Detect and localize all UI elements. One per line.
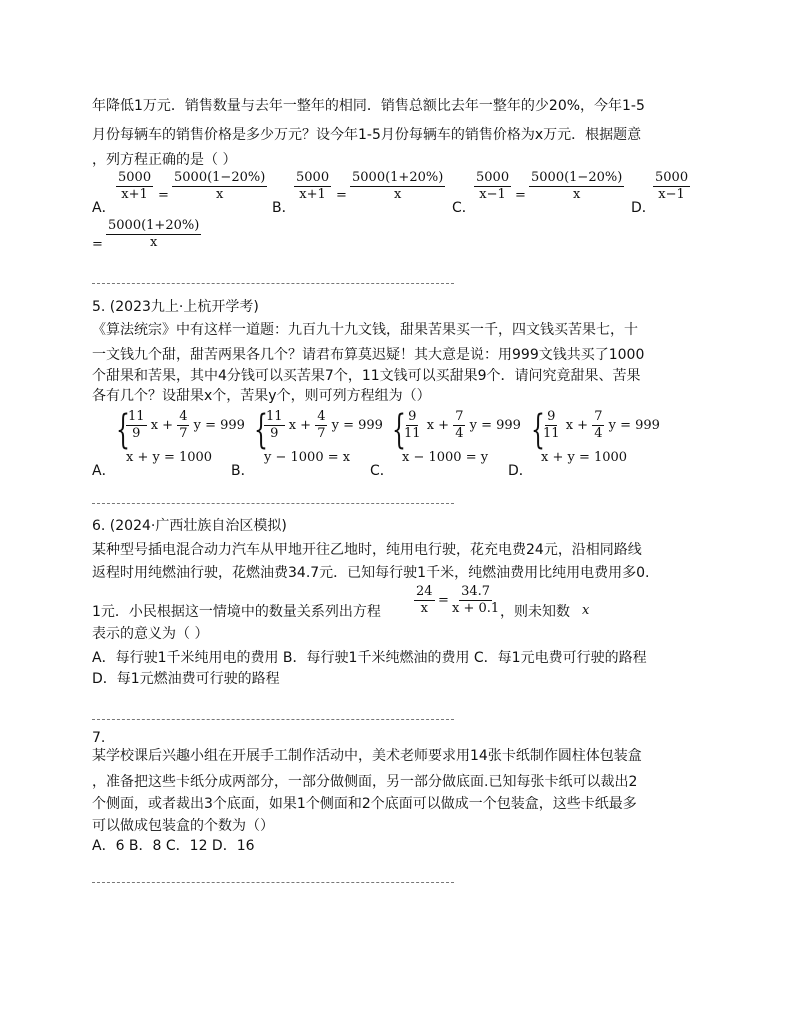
q5-option-a-label: A．	[92, 463, 116, 479]
q5-option-a-eq1: $\frac{11}{9}$ x + $\frac{4}{7}$ y = 999	[128, 409, 245, 441]
q6-options-line-1: A．每行驶1千米纯用电的费用 B．每行驶1千米纯燃油的费用 C．每1元电费可行驶的路程	[92, 650, 647, 666]
q4-option-b-label: B．	[272, 200, 296, 216]
q6-line-1: 某种型号插电混合动力汽车从甲地开往乙地时，纯用电行驶，花充电费24元，沿相同路线	[92, 542, 642, 558]
q6-equation-lhs: $\frac{24}{x}$	[416, 584, 433, 616]
q4-option-b-rhs: $\frac{5000(1+20\%)}{x}$	[352, 170, 444, 202]
q6-equation-rhs: $\frac{34.7}{x + 0.1}$	[452, 584, 500, 616]
q7-line-1: 某学校课后兴趣小组在开展手工制作活动中，美术老师要求用14张卡纸制作圆柱体包装盒	[92, 748, 642, 764]
q6-header: 6. (2024·广西壮族自治区模拟)	[92, 518, 287, 534]
q6-line-2: 返程时用纯燃油行驶，花燃油费34.7元．已知每行驶1千米，纯燃油费用比纯用电费用多0.	[92, 565, 650, 581]
q7-header: 7.	[92, 730, 106, 746]
q5-option-d-label: D．	[508, 463, 533, 479]
q6-equation-eq: =	[438, 593, 449, 608]
q5-option-b-eq2: y − 1000 = x	[264, 450, 351, 465]
q5-line-4: 各有几个？设甜果x个，苦果y个，则可列方程组为（）	[92, 388, 431, 404]
q4-option-a-eq: =	[158, 188, 169, 203]
q6-line-3b: ，则未知数	[500, 604, 570, 620]
q5-option-d-eq1: $\frac{9}{11}$ x + $\frac{7}{4}$ y = 999	[543, 409, 660, 441]
q7-line-4: 可以做成包装盒的个数为（）	[92, 818, 274, 834]
q5-line-3: 个甜果和苦果，其中4分钱可以买苦果7个，11文钱可以买甜果9个．请问究竟甜果、苦果	[92, 368, 641, 384]
q4-option-b-lhs: $\frac{5000}{x+1}$	[296, 170, 330, 202]
q5-option-b-eq1: $\frac{11}{9}$ x + $\frac{4}{7}$ y = 999	[266, 409, 383, 441]
separator	[92, 719, 454, 720]
q6-line-4: 表示的意义为（ ）	[92, 626, 209, 642]
q4-line-3: ，列方程正确的是（ ）	[92, 152, 237, 168]
q4-option-d-label: D．	[631, 200, 656, 216]
q5-option-c-label: C．	[370, 463, 394, 479]
q5-option-a-eq2: x + y = 1000	[126, 450, 213, 465]
q5-option-d-brace: {	[531, 407, 545, 453]
q5-option-a-brace: {	[116, 407, 130, 453]
q5-option-c-brace: {	[392, 407, 406, 453]
q4-option-c-eq: =	[515, 188, 526, 203]
q6-line-3a: 1元．小民根据这一情境中的数量关系列出方程	[92, 604, 381, 620]
q7-line-2: ，准备把这些卡纸分成两部分，一部分做侧面，另一部分做底面.已知每张卡纸可以裁出2	[92, 774, 638, 790]
separator	[92, 882, 454, 883]
q4-option-a-label: A．	[92, 200, 116, 216]
q4-line-2: 月份每辆车的销售价格是多少万元？设今年1-5月份每辆车的销售价格为x万元．根据题意	[92, 127, 642, 143]
q5-option-c-eq1: $\frac{9}{11}$ x + $\frac{7}{4}$ y = 999	[404, 409, 521, 441]
q4-option-d-rhs: $\frac{5000(1+20\%)}{x}$	[108, 218, 200, 250]
q6-options-line-2: D．每1元燃油费可行驶的路程	[92, 671, 280, 687]
q5-line-2: 一文钱九个甜，甜苦两果各几个？请君布算莫迟疑！其大意是说：用999文钱共买了1000	[92, 347, 645, 363]
q4-option-a-rhs: $\frac{5000(1-20\%)}{x}$	[174, 170, 266, 202]
q4-option-a-lhs: $\frac{5000}{x+1}$	[118, 170, 152, 202]
q7-line-3: 个侧面，或者裁出3个底面，如果1个侧面和2个底面可以做成一个包装盒，这些卡纸最多	[92, 796, 637, 812]
separator	[92, 283, 454, 284]
q4-option-d-lhs: $\frac{5000}{x-1}$	[655, 170, 689, 202]
q4-option-b-eq: =	[336, 188, 347, 203]
q5-line-1: 《算法统宗》中有这样一道题：九百九十九文钱，甜果苦果买一千，四文钱买苦果七，十	[92, 322, 638, 338]
q4-option-d-eq: =	[92, 237, 103, 252]
q5-option-b-brace: {	[254, 407, 268, 453]
q5-header: 5. (2023九上·上杭开学考)	[92, 299, 259, 315]
q4-option-c-rhs: $\frac{5000(1-20\%)}{x}$	[531, 170, 623, 202]
q6-variable: x	[582, 603, 590, 618]
q7-options: A．6 B．8 C．12 D．16	[92, 838, 255, 854]
q5-option-d-eq2: x + y = 1000	[541, 450, 628, 465]
q5-option-c-eq2: x − 1000 = y	[402, 450, 489, 465]
q4-line-1: 年降低1万元．销售数量与去年一整年的相同．销售总额比去年一整年的少20%，今年1-5	[92, 98, 645, 114]
q5-option-b-label: B．	[231, 463, 255, 479]
separator	[92, 503, 454, 504]
q4-option-c-label: C．	[452, 200, 476, 216]
q4-option-c-lhs: $\frac{5000}{x-1}$	[476, 170, 510, 202]
